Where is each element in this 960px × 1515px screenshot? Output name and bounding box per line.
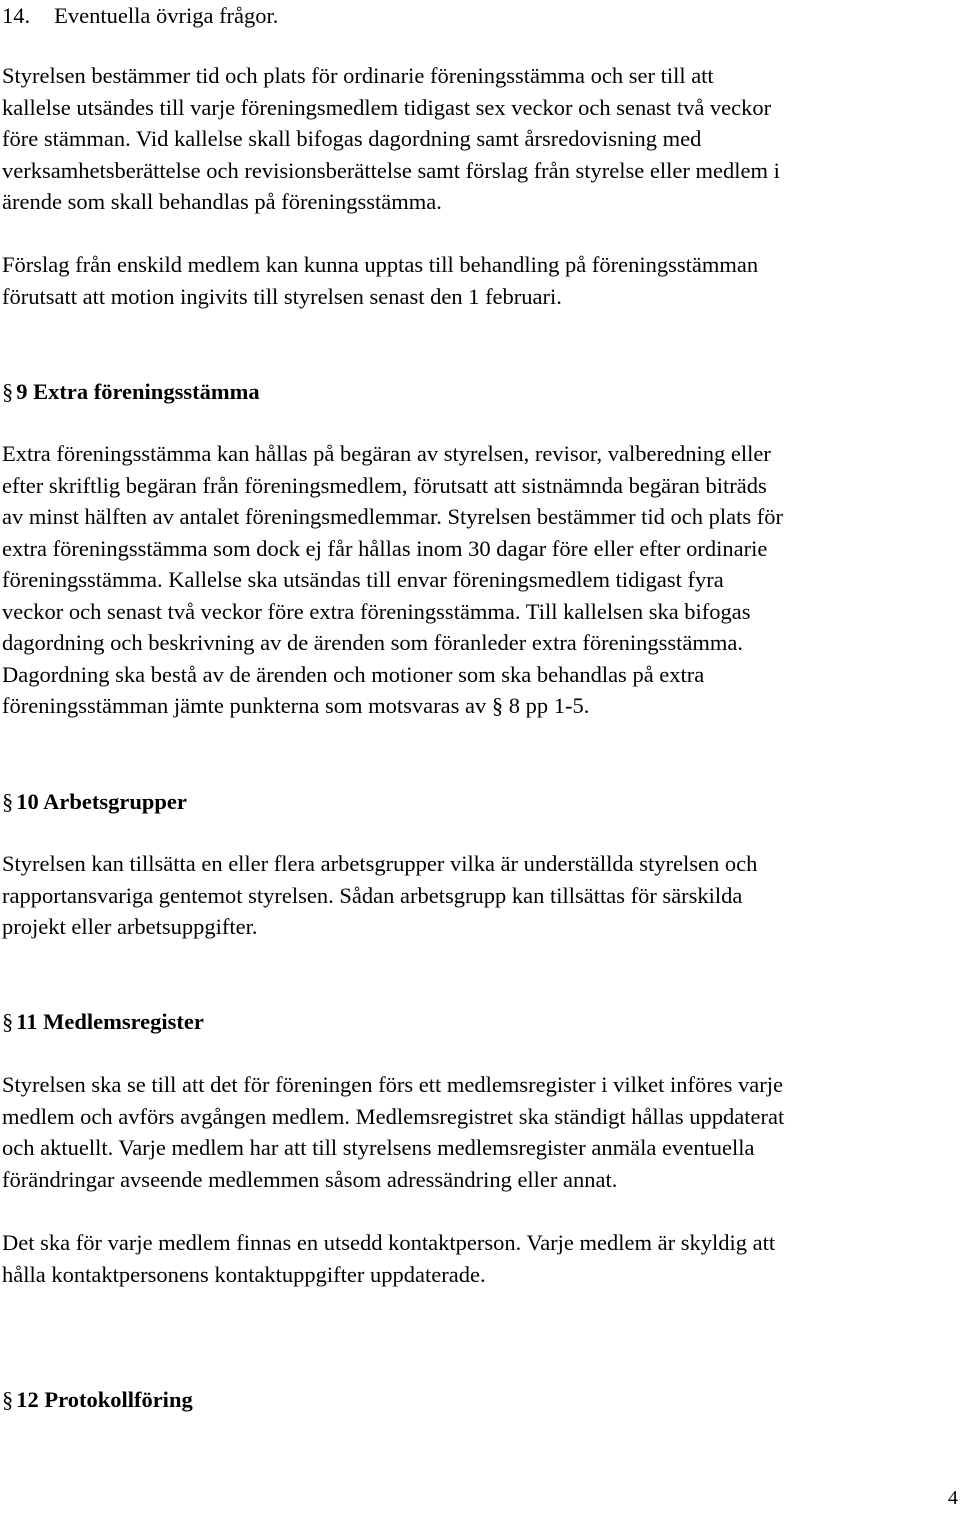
section-symbol: §: [2, 1009, 14, 1034]
list-item-text: Eventuella övriga frågor.: [54, 3, 279, 28]
text-line: Extra föreningsstämma kan hållas på begäran av styrelsen, revisor, valberedning eller: [2, 441, 771, 466]
text-line: Förslag från enskild medlem kan kunna upptas till behandling på föreningsstämman: [2, 252, 759, 277]
text-line: efter skriftlig begäran från föreningsmedlem, förutsatt att sistnämnda begäran biträds: [2, 472, 767, 498]
section-12-heading: [2, 1384, 958, 1416]
section-10-heading: [2, 786, 958, 818]
text-line: Dagordning ska bestå av de ärenden och motioner som ska behandlas på extra: [2, 661, 705, 687]
list-item-number: 14.: [2, 3, 31, 28]
section-9-title: 9 Extra föreningsstämma: [16, 379, 260, 404]
section-symbol: §: [2, 789, 14, 814]
text-line: Styrelsen bestämmer tid och plats för ordinarie föreningsstämma och ser till att: [2, 63, 714, 88]
text-line: dagordning och beskrivning av de ärenden som föranleder extra föreningsstämma.: [2, 630, 744, 655]
text-line: medlem och avförs avgången medlem. Medlemsregistret ska ständigt hållas uppdaterat: [2, 1103, 785, 1129]
section-9-heading: [2, 376, 958, 408]
text-line: kallelse utsändes till varje föreningsmedlem tidigast sex veckor och senast två veckor: [2, 94, 772, 120]
section-11-body: [2, 1069, 958, 1195]
text-line: föreningsstämman jämte punkterna som motsvaras av § 8 pp 1-5.: [2, 693, 590, 718]
text-line: före stämman. Vid kallelse skall bifogas dagordning samt årsredovisning med: [2, 126, 702, 151]
section-11-contact-paragraph: [2, 1227, 958, 1290]
section-11-heading: [2, 1006, 958, 1038]
text-line: extra föreningsstämma som dock ej får hållas inom 30 dagar före eller efter ordinarie: [2, 535, 768, 561]
paragraph-forslag: [2, 249, 958, 312]
text-line: veckor och senast två veckor före extra föreningsstämma. Till kallelsen ska bifogas: [2, 598, 751, 624]
text-line: Det ska för varje medlem finnas en utsedd kontaktperson. Varje medlem är skyldig att: [2, 1230, 776, 1255]
text-line: av minst hälften av antalet föreningsmedlemmar. Styrelsen bestämmer tid och plats för: [2, 504, 784, 529]
text-line: och aktuellt. Varje medlem har att till styrelsens medlemsregister anmäla eventuella: [2, 1135, 755, 1160]
paragraph-kallelse: [2, 60, 958, 218]
text-line: ärende som skall behandlas på föreningsstämma.: [2, 189, 442, 214]
text-line: Styrelsen ska se till att det för föreningen förs ett medlemsregister i vilket införes varje: [2, 1072, 784, 1097]
section-12-title: 12 Protokollföring: [16, 1387, 193, 1412]
section-10-body: [2, 848, 958, 943]
text-line: förutsatt att motion ingivits till styrelsen senast den 1 februari.: [2, 283, 562, 309]
list-item-14: [2, 0, 958, 32]
text-line: Styrelsen kan tillsätta en eller flera arbetsgrupper vilka är underställda styrelsen och: [2, 851, 758, 876]
section-9-body: [2, 438, 958, 722]
text-line: föreningsstämma. Kallelse ska utsändas till envar föreningsmedlem tidigast fyra: [2, 567, 724, 592]
text-line: verksamhetsberättelse och revisionsberättelse samt förslag från styrelse eller medlem i: [2, 157, 780, 183]
section-symbol: §: [2, 379, 14, 404]
text-line: förändringar avseende medlemmen såsom adressändring eller annat.: [2, 1166, 618, 1192]
text-line: projekt eller arbetsuppgifter.: [2, 914, 258, 939]
section-11-title: 11 Medlemsregister: [16, 1009, 204, 1034]
section-10-title: 10 Arbetsgrupper: [16, 789, 187, 814]
text-line: rapportansvariga gentemot styrelsen. Sådan arbetsgrupp kan tillsättas för särskilda: [2, 882, 743, 908]
text-line: hålla kontaktpersonens kontaktuppgifter uppdaterade.: [2, 1261, 486, 1287]
page-number: 4: [948, 1487, 958, 1509]
section-symbol: §: [2, 1387, 14, 1412]
